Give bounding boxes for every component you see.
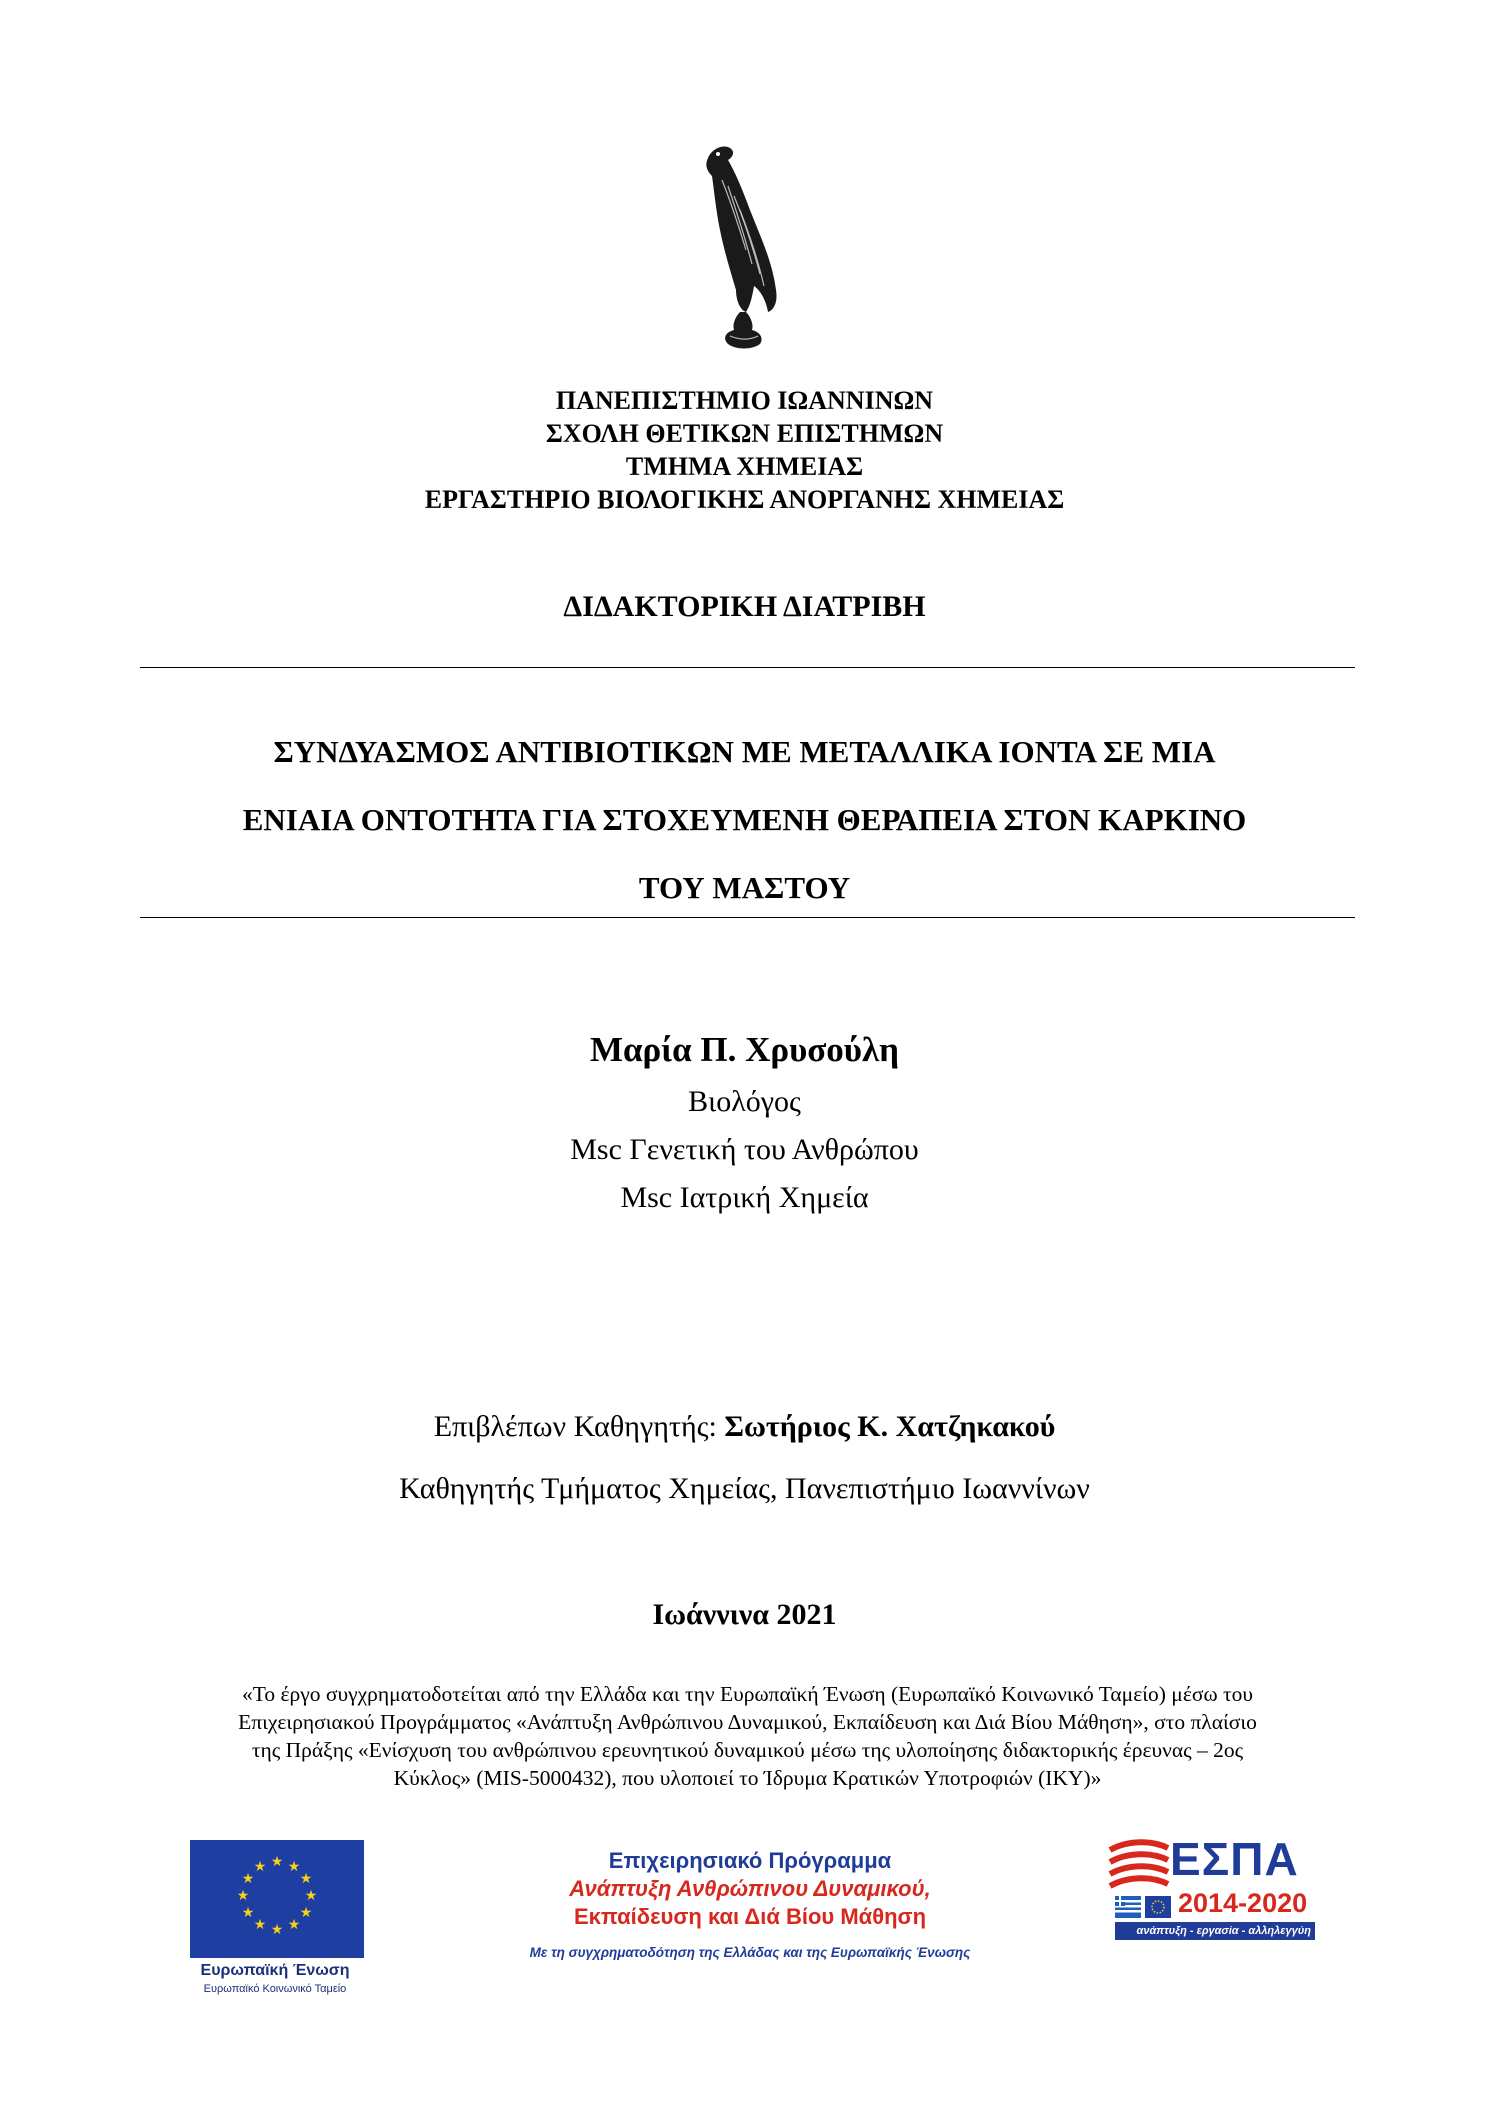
author-degree-1: Msc Γενετική του Ανθρώπου (570, 1133, 919, 1166)
eu-stars-icon (190, 1840, 364, 1958)
svg-text:★: ★ (299, 1905, 313, 1921)
svg-text:★: ★ (270, 1922, 284, 1938)
op-logo-line-1: Επιχειρησιακό Πρόγραμμα (608, 1848, 892, 1873)
greek-eu-flags-icon (1115, 1896, 1171, 1918)
department-name: ΤΜΗΜΑ ΧΗΜΕΙΑΣ (625, 452, 864, 481)
thesis-title-line-3: ΤΟΥ ΜΑΣΤΟΥ (638, 870, 851, 905)
svg-text:★: ★ (253, 1859, 267, 1875)
funding-line-2: Επιχειρησιακού Προγράμματος «Ανάπτυξη Ανθρώπινου Δυναμικού, Εκπαίδευση και Διά Βίου Μάθηση», στο πλαίσιο (238, 1710, 1257, 1734)
svg-text:★: ★ (236, 1888, 250, 1904)
laboratory-name: ΕΡΓΑΣΤΗΡΙΟ ΒΙΟΛΟΓΙΚΗΣ ΑΝΟΡΓΑΝΗΣ ΧΗΜΕΙΑΣ (424, 485, 1065, 514)
document-type: ΔΙΔΑΚΤΟΡΙΚΗ ΔΙΑΤΡΙΒΗ (563, 590, 926, 623)
title-bottom-rule (140, 917, 1355, 918)
place-year: Ιωάννινα 2021 (652, 1598, 837, 1631)
author-name: Μαρία Π. Χρυσούλη (589, 1030, 900, 1069)
op-logo-line-3: Εκπαίδευση και Διά Βίου Μάθηση (573, 1904, 927, 1929)
eu-subcaption: Ευρωπαϊκό Κοινωνικό Ταμείο (203, 1983, 347, 1995)
thesis-title-line-2: ΕΝΙΑΙΑ ΟΝΤΟΤΗΤΑ ΓΙΑ ΣΤΟΧΕΥΜΕΝΗ ΘΕΡΑΠΕΙΑ ΣΤΟΝ ΚΑΡΚΙΝΟ (242, 802, 1247, 837)
supervisor-name: Σωτήριος Κ. Χατζηκακού (724, 1410, 1056, 1443)
op-logo-cofunding: Με τη συγχρηματοδότηση της Ελλάδας και της Ευρωπαϊκής Ένωσης (529, 1945, 971, 1960)
svg-text:★: ★ (241, 1905, 255, 1921)
funding-line-1: «Το έργο συγχρηματοδοτείται από την Ελλάδα και την Ευρωπαϊκή Ένωση (Ευρωπαϊκό Κοινωνικό Ταμείο) μέσω του (241, 1682, 1254, 1706)
svg-text:★: ★ (287, 1917, 301, 1933)
university-eagle-emblem (690, 140, 810, 355)
espa-swoosh-icon (1108, 1838, 1170, 1898)
op-logo-line-2: Ανάπτυξη Ανθρώπινου Δυναμικού, (569, 1876, 931, 1901)
espa-tagline: ανάπτυξη - εργασία - αλληλεγγύη (1136, 1925, 1311, 1937)
eu-caption: Ευρωπαϊκή Ένωση (200, 1962, 350, 1979)
svg-text:★: ★ (287, 1859, 301, 1875)
svg-text:★: ★ (304, 1888, 318, 1904)
supervisor-line (0, 1410, 1489, 1444)
funding-line-3: της Πράξης «Ενίσχυση του ανθρώπινου ερευνητικού δυναμικού μέσω της υλοποίησης διδακτορικής έρευνας – 2ος (251, 1738, 1244, 1762)
school-name: ΣΧΟΛΗ ΘΕΤΙΚΩΝ ΕΠΙΣΤΗΜΩΝ (545, 419, 944, 448)
svg-text:★: ★ (253, 1917, 267, 1933)
author-degree-2: Msc Ιατρική Χημεία (620, 1181, 869, 1214)
title-top-rule (140, 667, 1355, 668)
thesis-title-line-1: ΣΥΝΔΥΑΣΜΟΣ ΑΝΤΙΒΙΟΤΙΚΩΝ ΜΕ ΜΕΤΑΛΛΙΚΑ ΙΟΝΤΑ ΣΕ ΜΙΑ (273, 734, 1216, 769)
author-profession: Βιολόγος (688, 1085, 801, 1118)
svg-text:★: ★ (299, 1871, 313, 1887)
funding-line-4: Κύκλος» (MIS-5000432), που υλοποιεί το Ίδρυμα Κρατικών Υποτροφιών (ΙΚΥ)» (393, 1766, 1102, 1790)
supervisor-affiliation: Καθηγητής Τμήματος Χημείας, Πανεπιστήμιο Ιωαννίνων (399, 1472, 1090, 1505)
supervisor-label: Επιβλέπων Καθηγητής: (433, 1410, 725, 1443)
espa-years: 2014-2020 (1178, 1888, 1308, 1918)
eu-flag-logo (190, 1840, 364, 1958)
espa-wordmark: ΕΣΠΑ (1170, 1833, 1299, 1885)
university-name: ΠΑΝΕΠΙΣΤΗΜΙΟ ΙΩΑΝΝΙΝΩΝ (555, 386, 934, 415)
svg-text:★: ★ (270, 1854, 284, 1870)
svg-text:★: ★ (241, 1871, 255, 1887)
